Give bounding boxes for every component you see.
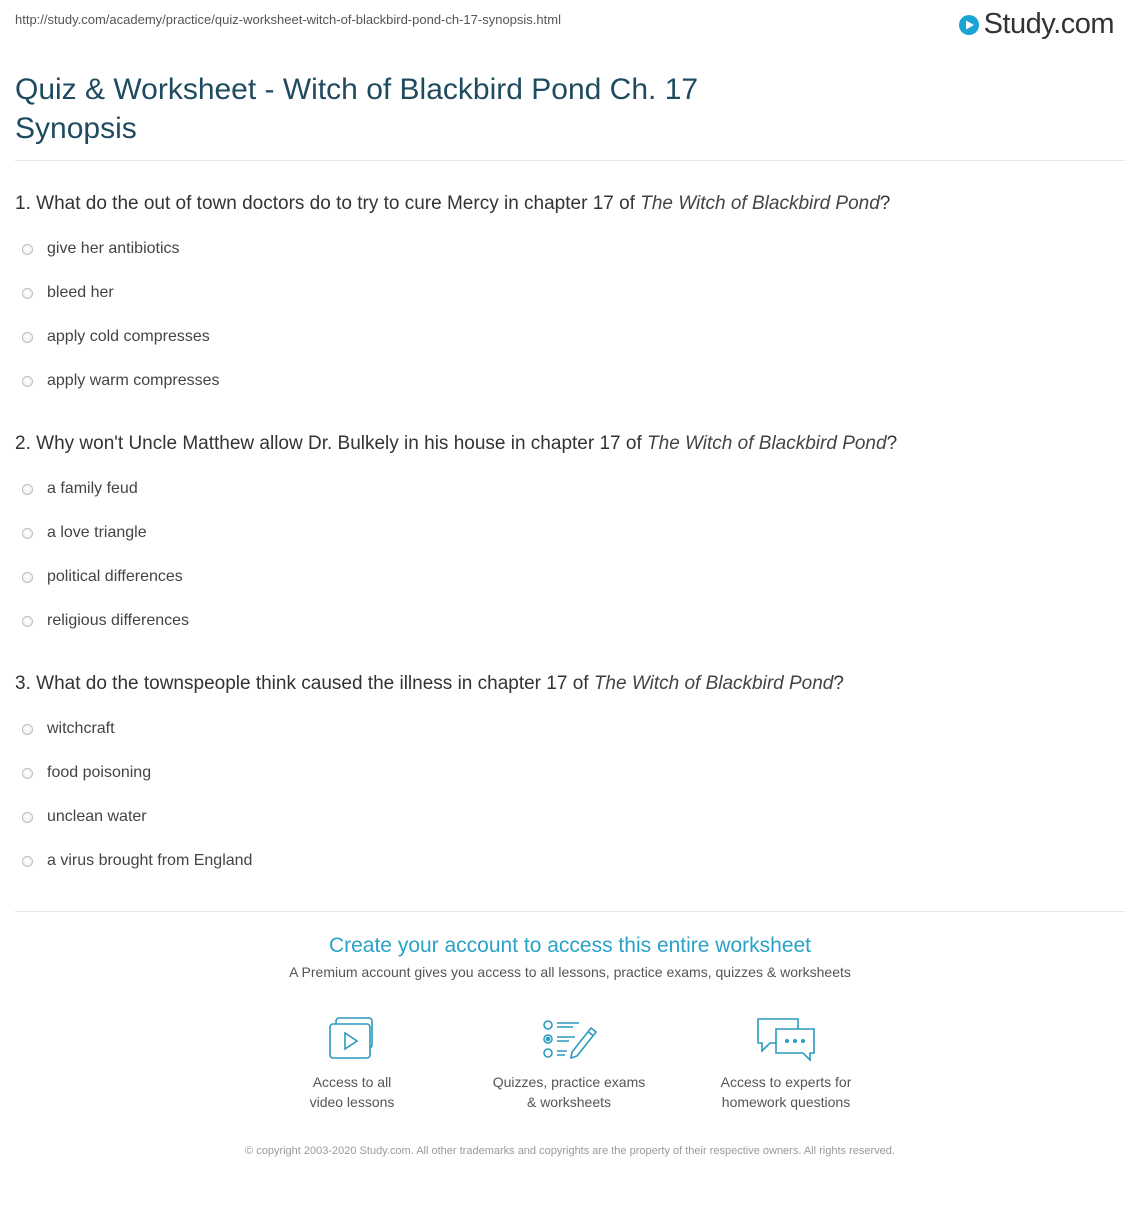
copyright-notice: © copyright 2003-2020 Study.com. All other trademarks and copyrights are the property of their respective owners. All rights reserved. [245, 1145, 895, 1157]
answer-label: apply cold compresses [47, 328, 210, 345]
cta-subtitle: A Premium account gives you access to all lessons, practice exams, quizzes & worksheets [289, 964, 851, 980]
chat-bubbles-icon [754, 1016, 818, 1062]
feature-video-lessons [257, 1016, 447, 1112]
radio-button[interactable] [22, 768, 33, 779]
radio-button[interactable] [22, 288, 33, 299]
answer-label: witchcraft [47, 720, 115, 737]
question-text: Why won't Uncle Matthew allow Dr. Bulkely in his house in chapter 17 of [36, 433, 642, 454]
study-logo[interactable] [958, 8, 1114, 41]
create-account-link[interactable]: Create your account to access this entire worksheet [328, 934, 812, 957]
answer-label: give her antibiotics [47, 240, 180, 257]
answer-option[interactable] [22, 328, 210, 346]
radio-button[interactable] [22, 724, 33, 735]
answer-option[interactable] [22, 372, 220, 390]
radio-button[interactable] [22, 244, 33, 255]
answer-label: food poisoning [47, 764, 152, 781]
answer-option[interactable] [22, 524, 147, 542]
radio-button[interactable] [22, 856, 33, 867]
book-title: The Witch of Blackbird Pond [640, 193, 880, 214]
feature-label: Quizzes, practice exams [492, 1074, 646, 1090]
answer-option[interactable] [22, 568, 183, 586]
video-lessons-icon [324, 1016, 380, 1062]
quiz-checklist-icon [539, 1016, 599, 1062]
radio-button[interactable] [22, 484, 33, 495]
page-url: http://study.com/academy/practice/quiz-worksheet-witch-of-blackbird-pond-ch-17-synopsis.html [15, 12, 561, 27]
answer-option[interactable] [22, 240, 180, 258]
answer-label: religious differences [47, 612, 190, 629]
question-number: 2. [15, 433, 31, 454]
answer-label: bleed her [47, 284, 114, 301]
logo-text: Study.com [983, 8, 1114, 40]
question-number: 1. [15, 193, 31, 214]
answer-label: unclean water [47, 808, 147, 825]
feature-label: video lessons [309, 1094, 395, 1110]
question-number: 3. [15, 673, 31, 694]
question-text: What do the townspeople think caused the illness in chapter 17 of [36, 673, 589, 694]
divider [15, 911, 1125, 912]
feature-experts [691, 1016, 881, 1112]
radio-button[interactable] [22, 528, 33, 539]
radio-button[interactable] [22, 572, 33, 583]
page-title: Quiz & Worksheet - Witch of Blackbird Pond Ch. 17 Synopsis [15, 73, 699, 145]
question-3: 3. What do the townspeople think caused the illness in chapter 17 of The Witch of Blackbird Pond? [15, 673, 844, 694]
answer-label: political differences [47, 568, 183, 585]
study-logo-icon [958, 14, 980, 36]
divider [15, 160, 1125, 161]
answer-option[interactable] [22, 720, 115, 738]
feature-label: Access to all [312, 1074, 392, 1090]
book-title: The Witch of Blackbird Pond [593, 673, 834, 694]
answer-label: a virus brought from England [47, 852, 253, 869]
feature-label: & worksheets [526, 1094, 612, 1110]
radio-button[interactable] [22, 616, 33, 627]
question-text: What do the out of town doctors do to try to cure Mercy in chapter 17 of [36, 193, 635, 214]
answer-label: a family feud [47, 480, 138, 497]
answer-option[interactable] [22, 284, 114, 302]
feature-label: homework questions [721, 1094, 851, 1110]
answer-option[interactable] [22, 808, 147, 826]
answer-option[interactable] [22, 764, 151, 782]
answer-option[interactable] [22, 480, 138, 498]
radio-button[interactable] [22, 812, 33, 823]
answer-option[interactable] [22, 612, 189, 630]
feature-quizzes [474, 1016, 664, 1112]
answer-label: a love triangle [47, 524, 147, 541]
answer-option[interactable] [22, 852, 252, 870]
question-2: 2. Why won't Uncle Matthew allow Dr. Bulkely in his house in chapter 17 of The Witch of Blackbird Pond? [15, 433, 898, 454]
radio-button[interactable] [22, 376, 33, 387]
feature-label: Access to experts for [720, 1074, 852, 1090]
answer-label: apply warm compresses [47, 372, 220, 389]
radio-button[interactable] [22, 332, 33, 343]
book-title: The Witch of Blackbird Pond [647, 433, 887, 454]
question-1: 1. What do the out of town doctors do to try to cure Mercy in chapter 17 of The Witch of Blackbird Pond? [15, 193, 891, 214]
